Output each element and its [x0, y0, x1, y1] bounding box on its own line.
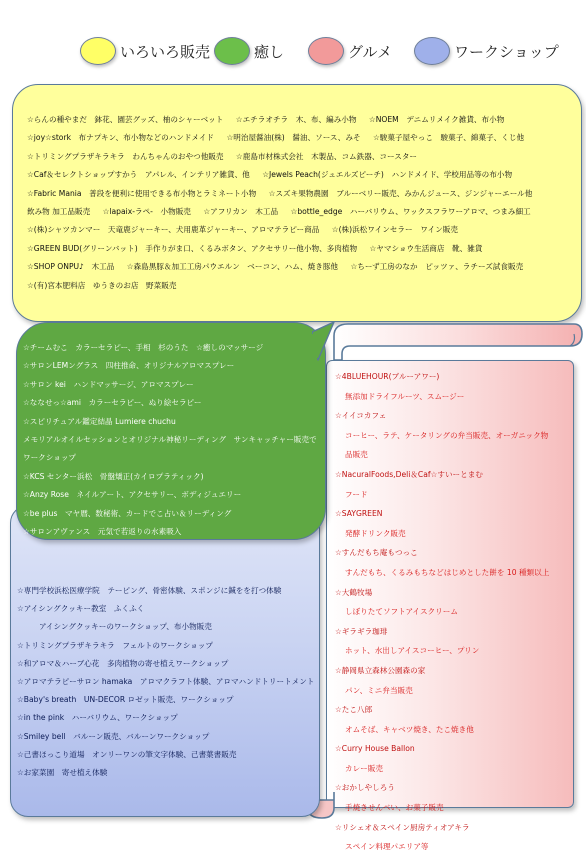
list-item: ☆すんだもち庵もつっこ — [335, 548, 418, 558]
list-item: ☆KCS センター浜松 骨盤矯正(カイロプラティック) — [23, 471, 204, 481]
sales-panel — [12, 84, 582, 322]
vendor-entry: ☆ちーず工房のなか ピッツァ、ラチーズ試食販売 — [350, 262, 524, 272]
list-item: ☆アイシングクッキー教室 ふくふく — [17, 604, 145, 614]
list-item: 無添加ドライフルーツ、スムージー — [345, 391, 465, 401]
vendor-entry: ☆スズキ果物農園 ブルーベリー販売、みかんジュース、ジンジャーエール他 — [268, 188, 533, 198]
list-item: カレー販売 — [345, 763, 383, 773]
list-item: 手焼きせんべい、お菓子販売 — [345, 803, 444, 813]
vendor-entry: ☆エチラオチラ 木、布、編み小物 — [235, 115, 357, 124]
legend-swatch-green — [214, 37, 250, 65]
legend-label: 癒し — [254, 42, 285, 61]
list-item: ☆サロン kei ハンドマッサージ、アロマスプレー — [23, 379, 194, 389]
scroll-top-roll — [330, 322, 584, 360]
list-item: ☆サロンアヴァンス 元気で若返りの水素吸入 — [23, 527, 182, 537]
legend-label: グルメ — [348, 42, 393, 61]
vendor-entry: ☆森島黒豚＆加工工房パウエルン ベーコン、ハム、焼き豚他 — [126, 262, 339, 272]
list-item — [27, 111, 571, 129]
list-item: 品販売 — [345, 450, 368, 460]
list-item: ☆サロンLEMングラス 四柱推命、オリジナルアロマスプレー — [23, 361, 235, 371]
list-item: ☆NacuralFoods,Deli＆Caf☆すいーとまむ — [335, 469, 483, 479]
list-item: ☆リシェオ＆スペイン厨房ティオアキラ — [335, 822, 470, 832]
list-item: ☆アロマテラピーサロン hamaka アロマクラフト体験、アロマハンドトリートメント — [17, 677, 315, 687]
list-item: すんだもち、くるみもちなどはじめとした餅を 10 種類以上 — [345, 567, 550, 577]
list-item: ☆トリミングプラザキラキラ フェルトのワークショップ — [17, 640, 213, 650]
vendor-entry: ☆SHOP ONPU♪ 木工品 — [27, 262, 115, 272]
list-item: ☆SAYGREEN — [335, 509, 383, 519]
list-item: パン、ミニ弁当販売 — [345, 685, 413, 695]
list-item: ☆Curry House Ballon — [335, 744, 415, 754]
vendor-entry: ☆明治屋醤油(株) 醤油、ソース、みそ — [226, 133, 361, 143]
list-item: しぼりたてソフトアイスクリーム — [345, 607, 458, 617]
vendor-entry: 飲み物 加工品販売 — [27, 207, 91, 217]
list-item: ☆Baby's breath UN-DECOR ロゼット販売、ワークショップ — [17, 695, 234, 705]
list-item — [27, 221, 571, 239]
legend-item-gourmet — [308, 34, 392, 68]
gourmet-panel — [326, 360, 574, 852]
legend-label: いろいろ販売 — [120, 42, 211, 61]
list-item: ☆ギラギラ珈琲 — [335, 626, 388, 636]
list-item: オムそば、キャベツ焼き、たこ焼き他 — [345, 724, 474, 734]
vendor-entry: ☆Fabric Mania 普段を便利に使用できる布小物とラミネート小物 — [27, 188, 257, 198]
list-item: ☆ななせっ☆ami カラーセラピー、ぬり絵セラピー — [23, 398, 202, 408]
list-item: ☆Anzy Rose ネイルアート、アクセサリー、ボディジュエリー — [23, 490, 242, 500]
vendor-entry: ☆(株)浜松ワインセラー ワイン販売 — [331, 225, 458, 235]
list-item: ☆たこ八郎 — [335, 705, 373, 715]
list-item: ☆専門学校浜松医療学院 テーピング、骨密体験、スポンジに鍼をを打つ体験 — [17, 586, 282, 595]
legend-item-healing — [214, 34, 284, 68]
vendor-entry: ☆NOEM デニムリメイク雑貨、布小物 — [368, 115, 505, 124]
list-item: ☆おかしやしろう — [335, 783, 395, 793]
list-item: ☆チームむこ カラーセラピー、手相 杉のうた ☆癒しのマッサージ — [23, 343, 264, 352]
speech-bubble-tail — [312, 322, 336, 362]
vendor-entry: ☆bottle_edge ハーバリウム、ワックスフラワーアロマ、つまみ細工 — [290, 207, 531, 217]
legend-swatch-red — [308, 37, 344, 65]
list-item: ☆be plus マヤ暦、数秘術、カードでこ占い＆リーディング — [23, 508, 232, 518]
vendor-entry: ☆駿菓子屋やっこ 駿菓子、綿菓子、くじ他 — [372, 133, 525, 143]
vendor-entry: ☆らんの種やまだ 鉢花、園芸グッズ、柚のシャーベット — [27, 115, 224, 124]
list-item: ☆大鶴牧場 — [335, 587, 373, 597]
vendor-entry: ☆lapaix-ラペ- 小物販売 — [102, 207, 191, 217]
legend-swatch-blue — [414, 37, 450, 65]
vendor-entry: ☆GREEN BUD(グリーンバット) 手作りがま口、くるみボタン、アクセサリー他小物、多肉植物 — [27, 243, 358, 253]
legend-item-workshop — [414, 34, 559, 68]
vendor-entry: ☆鹿島市材株式会社 木製品、コム鉄器、コースター — [235, 151, 418, 161]
list-item: メモリアルオイルセッションとオリジナル神秘リーディング サンキャッチャー販売で — [23, 435, 317, 445]
vendor-entry: ☆Jewels Peach(ジュエルズピーチ) ハンドメイド、学校用品等の布小物 — [262, 170, 513, 180]
workshop-panel — [10, 505, 320, 817]
list-item: ☆4BLUEHOUR(ブルーアワー) — [335, 372, 440, 381]
list-item — [27, 258, 571, 276]
list-item: ☆静岡県立森林公園森の家 — [335, 665, 426, 675]
vendor-entry: ☆(株)シャツカンマー 天竜鹿ジャーキー、犬用鹿革ジャーキー、アロマテラピー商品 — [27, 225, 320, 235]
list-item — [27, 166, 571, 184]
list-item — [27, 148, 571, 166]
list-item: ☆Smiley bell バルーン販売、バルーンワークショップ — [17, 731, 210, 741]
list-item: ☆お家菜園 寄せ植え体験 — [17, 768, 108, 778]
list-item — [27, 203, 571, 221]
list-item: ワークショップ — [23, 453, 77, 463]
list-item: ☆己書ほっこり道場 オンリーワンの筆文字体験、己書葉書販売 — [17, 749, 237, 759]
vendor-entry: ☆joy☆stork 布ナプキン、布小物などのハンドメイド — [27, 133, 215, 143]
vendor-entry: ☆(有)宮本肥料店 ゆうきのお店 野菜販売 — [27, 280, 177, 290]
list-item: ホット、水出しアイスコーヒー、プリン — [345, 646, 480, 656]
legend-label: ワークショップ — [454, 42, 559, 61]
list-item: ☆スピリチュアル鑑定結晶 Lumiere chuchu — [23, 416, 176, 426]
vendor-entry: ☆Caf＆セレクトショップすかう アパレル、インテリア雑貨、他 — [27, 170, 250, 180]
list-item: スペイン料理パエリア等 — [345, 842, 429, 852]
legend-swatch-yellow — [80, 37, 116, 65]
legend-item-sales — [80, 34, 210, 68]
list-item — [27, 240, 571, 258]
list-item — [27, 277, 571, 295]
list-item: コーヒー、ラテ、ケータリングの弁当販売、オーガニック物 — [345, 430, 549, 440]
list-item — [27, 129, 571, 147]
vendor-entry: ☆トリミングプラザキラキラ わんちゃんのおやつ他販売 — [27, 151, 224, 161]
vendor-entry: ☆ヤマショウ生活商店 靴、雑貨 — [369, 243, 483, 253]
healing-panel — [16, 322, 326, 540]
list-item: アイシングクッキーのワークショップ、布小物販売 — [39, 622, 212, 632]
list-item: フード — [345, 489, 368, 499]
legend — [0, 34, 586, 74]
list-item: ☆in the pink ハーバリウム、ワークショップ — [17, 713, 178, 723]
list-item: ☆和アロマ＆ハーブ心花 多肉植物の寄せ植えワークショップ — [17, 658, 229, 668]
list-item — [27, 185, 571, 203]
list-item: 発酵ドリンク販売 — [345, 528, 406, 538]
list-item: ☆イイコカフェ — [335, 411, 387, 421]
vendor-entry: ☆アフリカン 木工品 — [203, 207, 279, 217]
